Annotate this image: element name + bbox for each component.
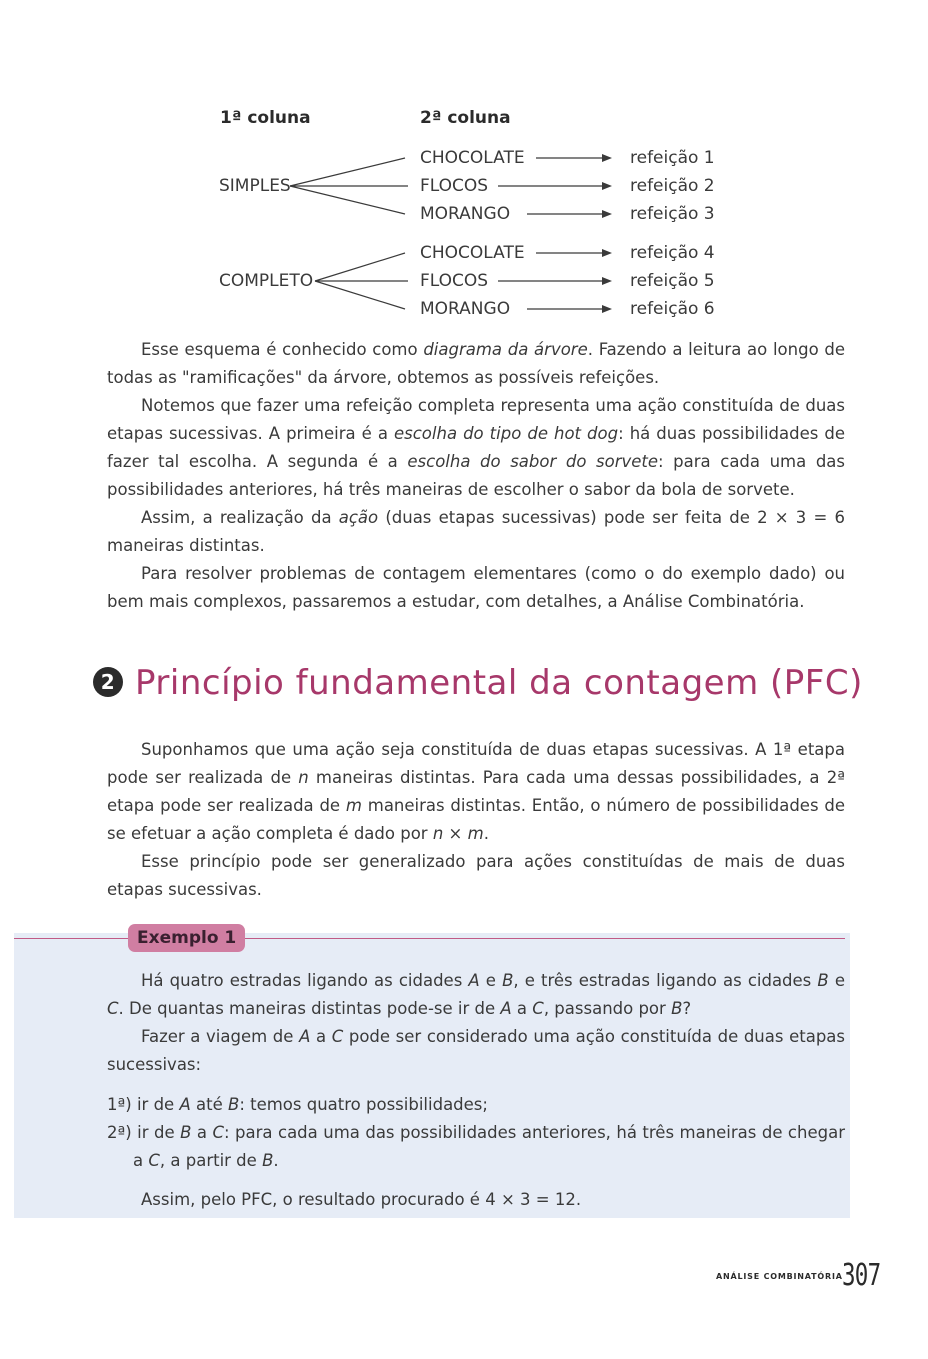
tree-branch: FLOCOS [420, 176, 489, 196]
tree-result: refeição 2 [630, 176, 715, 196]
paragraph: Fazer a viagem de A a C pode ser considerado uma ação constituída de duas etapas sucessivas: [107, 1027, 846, 1074]
tree-branch: CHOCOLATE [420, 243, 525, 263]
tree-result: refeição 4 [630, 243, 715, 263]
tree-result: refeição 1 [630, 148, 715, 168]
arrowhead-icon [602, 210, 612, 218]
example-steps [107, 1091, 845, 1175]
section-number-badge: 2 [93, 667, 123, 697]
tree-branch: CHOCOLATE [420, 148, 525, 168]
col1-header: 1ª coluna [220, 108, 311, 128]
paragraph: Esse princípio pode ser generalizado para ações constituídas de mais de duas etapas sucessivas. [107, 852, 845, 899]
example-conclusion [107, 1186, 845, 1214]
example-tag: Exemplo 1 [128, 924, 245, 952]
tree-result: refeição 3 [630, 204, 715, 224]
pfc-text [107, 736, 845, 904]
paragraph: Para resolver problemas de contagem elementares (como o do exemplo dado) ou bem mais complexos, passaremos a estudar, com detalhes, a Análise Combinatória. [107, 564, 845, 611]
arrowhead-icon [602, 249, 612, 257]
tree-result: refeição 6 [630, 299, 715, 319]
arrowhead-icon [602, 305, 612, 313]
col2-header: 2ª coluna [420, 108, 511, 128]
tree-result: refeição 5 [630, 271, 715, 291]
intro-text [107, 336, 845, 616]
arrowhead-icon [602, 182, 612, 190]
tree-branch: MORANGO [420, 299, 511, 319]
arrowhead-icon [602, 277, 612, 285]
running-footer: ANÁLISE COMBINATÓRIA [716, 1272, 843, 1281]
tree-branch: FLOCOS [420, 271, 489, 291]
branch-line [315, 253, 405, 281]
tree-root-completo: COMPLETO [219, 271, 314, 291]
branch-line [290, 186, 405, 214]
tree-branch: MORANGO [420, 204, 511, 224]
branch-line [315, 281, 405, 309]
branch-line [290, 158, 405, 186]
step-item: 1ª) ir de A até B: temos quatro possibilidades; [107, 1095, 488, 1114]
paragraph: Esse esquema é conhecido como diagrama da árvore. Fazendo a leitura ao longo de todas as "ramificações" da árvore, obtemos as possíveis refeições. [107, 340, 845, 387]
step-item: 2ª) ir de B a C: para cada uma das possibilidades anteriores, há três maneiras de chegar a C, a partir de B. [107, 1123, 845, 1170]
paragraph: Assim, a realização da ação (duas etapas sucessivas) pode ser feita de 2 × 3 = 6 maneiras distintas. [107, 508, 845, 555]
section-heading [93, 663, 863, 703]
page-number: 307 [842, 1258, 881, 1293]
paragraph: Notemos que fazer uma refeição completa representa uma ação constituída de duas etapas sucessivas. A primeira é a escolha do tipo de hot dog: há duas possibilidades de fazer tal escolha. A segunda é a escolha do sabor do sorvete: para cada uma das possibilidades anteriores, há três maneiras de escolher o sabor da bola de sorvete. [107, 396, 846, 499]
paragraph: Assim, pelo PFC, o resultado procurado é 4 × 3 = 12. [141, 1190, 582, 1209]
arrowhead-icon [602, 154, 612, 162]
paragraph: Suponhamos que uma ação seja constituída de duas etapas sucessivas. A 1ª etapa pode ser realizada de n maneiras distintas. Para cada uma dessas possibilidades, a 2ª etapa pode ser realizada de m maneiras distintas. Então, o número de possibilidades de se efetuar a ação completa é dado por n × m. [107, 740, 845, 843]
tree-root-simples: SIMPLES [219, 176, 291, 196]
example-text [107, 967, 845, 1079]
section-title: Princípio fundamental da contagem (PFC) [135, 663, 863, 703]
paragraph: Há quatro estradas ligando as cidades A e B, e três estradas ligando as cidades B e C. De quantas maneiras distintas pode-se ir de A a C, passando por B? [107, 971, 845, 1018]
